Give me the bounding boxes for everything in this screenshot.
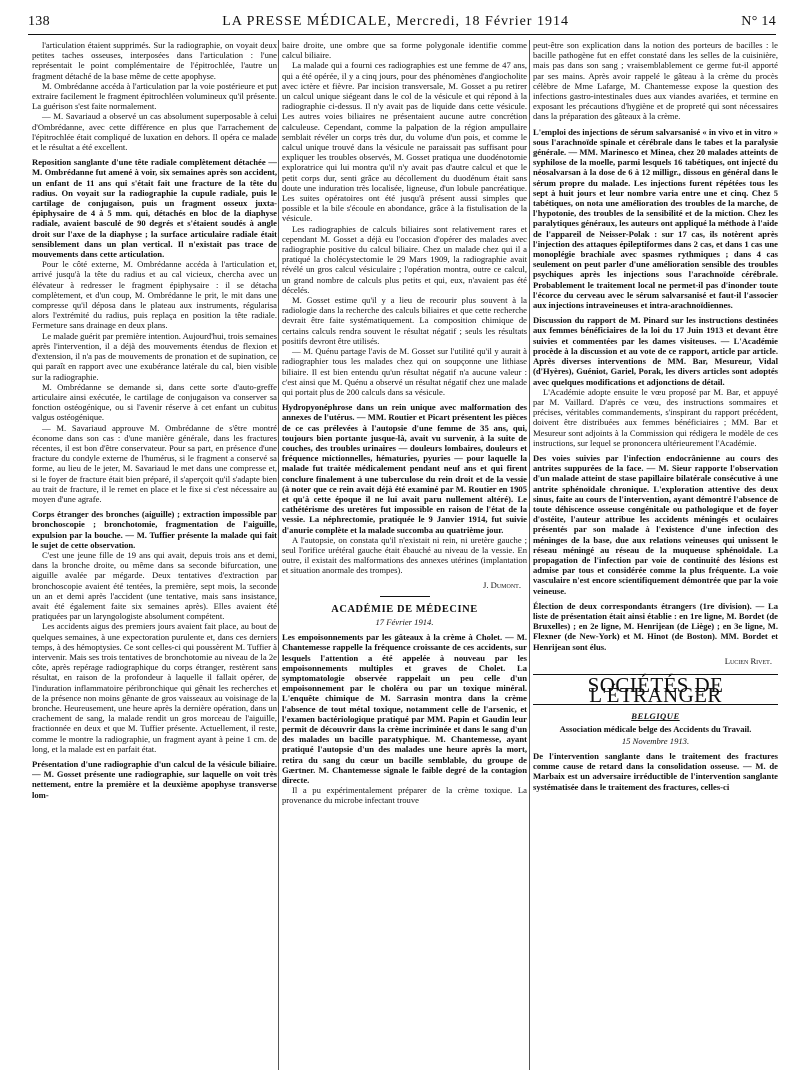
article-heading: De l'intervention sanglante dans le traitement des fractures comme cause de retard dans la consolidation osseuse. — M. de Marbaix est un adversaire irréductible de l'intervention sanglante systématisée dans le traitement des fractures, celles-ci xyxy=(533,751,778,792)
paragraph: L'Académie adopte ensuite le vœu proposé par M. Bar, et appuyé par M. Vaillard. D'après ce vœu, des instructions sommaires et précises, véritables commandements, s'inspirant du rapport précédent, doivent être distribuées aux femmes bénéficiaires ; MM. Bar et Mesureur sont adjoints à la Commission qui rédigera le modèle de ces instructions, sur lequel se prononcera ultérieurement l'Académie. xyxy=(533,386,778,448)
country-heading: BELGIQUE xyxy=(631,711,680,722)
article-heading: Les empoisonnements par les gâteaux à la crème à Cholet. — M. Chantemesse rappelle la fréquence croissante de ces accidents, sur lesquels l'attention a été appelée à nouveau par les empoisonnements multiples et graves de Cholet. La symptomatologie observée rappelait un peu celle d'un empoisonnement par le choléra ou par un toxique minéral. L'enquête chimique de M. Sarrasin montra dans la crème l'absence de tout métal toxique, notamment celle de l'arsenic, et l'examen bactériologique pratiqué par MM. Papin et Gaudin leur permit de découvrir dans la crème incriminée et dans le sang d'un des malades un bacille paratyphique. M. Chantemesse, ayant pratiqué l'autopsie d'un des malades une heure après la mort, retira du sang du cœur un bacille semblable, du groupe de Gærtner. M. Chantemesse signale le faible degré de la contagion directe. xyxy=(282,632,527,786)
paragraph: A l'autopsie, on constata qu'il n'existait ni rein, ni uretère gauche ; seul l'orifice urétéral gauche était ébauché au niveau de la vessie. En outre, il existait des malformations des annexes utérines (implantation et situation anormale des trompes). xyxy=(282,534,527,576)
column-divider xyxy=(278,40,279,1070)
article-heading: Des voies suivies par l'infection endocrânienne au cours des antrites suppurées de la face. — M. Sieur rapporte l'observation d'un malade atteint de stase papillaire bilatérale consécutive à une antrite sphénoïdale chronique. L'exploration attentive des deux sinus, faite au cours de l'intervention, ayant démontré l'absence de toute déhiscence osseuse congénitale ou pathologique et de foyer d'ostéite, l'auteur attribue les accidents méningés et oculaires présentés par son malade à l'existence d'une infection des méninges de la base, due aux relations veineuses qui unissent le réseau méningé au réseau de la muqueuse sphénoïdale. La propagation de l'infection par voie de continuité des lésions est admise par tous et considérée comme la plus fréquente. La voie vasculaire n'est encore scientifiquement démontrée que par la voie veineuse. xyxy=(533,452,778,596)
article-heading: Reposition sanglante d'une tête radiale complètement détachée — M. Ombrédanne fut amené à voir, six semaines après son accident, un enfant de 11 ans qui s'était fait une fracture de la tête du radius. On voyait sur la radiographie la cupule radiale, puis le cartilage de conjugaison, puis un fragment osseux juxta-épiphysaire de 4 à 5 mm. qui, détachés en bloc de la diaphyse radiale, avaient basculé de 90 degrés et s'étaient soudés à angle droit sur l'axe de la diaphyse ; la surface articulaire radiale était sensiblement dans un plan vertical. Il n'existait pas trace de mouvements dans cette articulation. xyxy=(32,157,277,260)
author-signature: Lucien Rivet. xyxy=(724,655,772,666)
article-heading: Discussion du rapport de M. Pinard sur les instructions destinées aux femmes bénéficiaires de la loi du 17 Juin 1913 et devant être suivies et commentées par les dames visiteuses. — L'Académie procède à la discussion et au vote de ce rapport, article par article. Après diverses interventions de MM. Bar, Mesureur, Vidal (d'Hyères), Guéniot, Gariel, Porak, les divers articles sont adoptés avec quelques modifications et adjonctions de détail. xyxy=(533,315,778,387)
article-heading: Corps étranger des bronches (aiguille) ; extraction impossible par bronchoscopie ; bronchotomie, fragmentation de l'aiguille, expulsion par la bouche. — M. Tuffier présente la malade qui fait le sujet de cette observation. xyxy=(32,509,277,550)
paragraph: Pour le côté externe, M. Ombrédanne accéda à l'articulation et, arrivé jusqu'à la tête du radius et au cal vicieux, chercha avec un élévateur à redresser le fragment épiphysaire : il se détacha complètement, et d'un coup, M. Ombrédanne le prit, le mit dans une compresse qu'il déposa dans le plateau aux instruments, régularisa alors l'extrémité du radius, puis replaça en position la tête radiale. Fermeture sans drainage en deux plans. xyxy=(32,259,277,331)
paragraph: peut-être son explication dans la notion des porteurs de bacilles : le bacille pathogène fut en effet constaté dans les selles de la cuisinière, mais pas dans son sang ; vraisemblablement ce germe fut-il apporté par ses mains. Après avoir rappelé le gâteau à la crème du procès célèbre de Mme Lafarge, M. Chantemesse expose la question des infections gastro-intestinales dues aux viandes avariées, et termine en exposant les précautions d'hygiène et de propreté qui sont nécessaires dans la préparation des gâteaux à la crème. xyxy=(533,40,778,122)
paragraph: — M. Quénu partage l'avis de M. Gosset sur l'utilité qu'il y aurait à radiographier tous les malades chez qui on soupçonne une lithiase biliaire. Il est bien entendu qu'un résultat négatif n'a aucune valeur : c'est ainsi que M. Quénu a observé un résultat négatif chez une malade qui portait plus de 200 calculs dans sa vésicule. xyxy=(282,346,527,397)
paragraph: Il a pu expérimentalement préparer de la crème toxique. La provenance du microbe infectant trouve xyxy=(282,785,527,806)
article-heading: Élection de deux correspondants étrangers (1re division). — La liste de présentation était ainsi établie : en 1re ligne, M. Bordet (de Bruxelles) ; en 2e ligne, M. Henrijean (de Liège) ; en 3e ligne, M. Flexner (de New-York) et M. Hinot (de Boston). MM. Bordet et Henrijean sont élus. xyxy=(533,600,778,652)
page-header xyxy=(28,14,776,34)
column-2 xyxy=(282,40,527,1072)
paragraph: l'articulation étaient supprimés. Sur la radiographie, on voyait deux petites taches osseuses, interposées dans l'articulation : l'une représentait le point complémentaire de l'épitrochlée, l'autre un fragment détaché de la base même de cette apophyse. xyxy=(32,40,277,81)
society-name: Association médicale belge des Accidents du Travail. xyxy=(559,723,752,734)
paragraph: M. Ombrédanne accéda à l'articulation par la voie postérieure et put extraire facilement le fragment épitrochléen volumineux qu'il présente. La guérison s'est faite normalement. xyxy=(32,80,277,112)
section-rule xyxy=(380,596,430,597)
paragraph: M. Ombrédanne se demande si, dans cette sorte d'auto-greffe articulaire ainsi exécutée, le cartilage de conjugaison va conserver sa fonction ostéogénique, ou si l'avenir réserve à cet enfant un cubitus valgus ostéogénique. xyxy=(32,381,277,423)
article-heading: L'emploi des injections de sérum salvarsanisé « in vivo et in vitro » sous l'arachnoïde spinale et cérébrale dans le tabes et la paralysie générale. — MM. Marinesco et Minea, chez 20 malades atteints de syphilose de la moelle, parmi lesquels 16 tabétiques, ont injecté du néosalvarsan à la dose de 6 à 12 milligr., dissous en général dans le sérum propre du malade. Les injections furent répétées tous les sept à huit jours et leur nombre varia entre une et cinq. Chez 5 tabétiques, on nota une amélioration des troubles de la marche, de l'hypotonie, des troubles de la sensibilité et de la miction. Chez les paralytiques généraux, les auteurs ont appliqué la méthode à l'aide de l'appareil de Neisser-Polak : sur 17 cas, ils notèrent après l'injection des attaques épileptiformes dans 2 cas, et dans 1 cas une monoplégie brachiale avec spasmes rythmiques ; dans 4 cas seulement on peut parler d'une amélioration sensible des troubles psychiques après les injections sous l'arachnoïde cérébrale. Probablement le traitement local ne permet-il pas d'inonder toute l'écorce du cerveau avec le sérum salvarsanisé et faut-il l'associer aux injections intraveineuses et intra-arachnoïdiennes. xyxy=(533,126,778,311)
paragraph: baire droite, une ombre que sa forme polygonale identifie comme calcul biliaire. xyxy=(282,40,527,61)
author-signature: J. Dumont. xyxy=(483,579,521,590)
column-3 xyxy=(533,40,778,1072)
paragraph: C'est une jeune fille de 19 ans qui avait, depuis trois ans et demi, dans la bronche droite, ou même dans sa seconde bifurcation, une aiguille avalée par mégarde. Deux tentatives d'extraction par bronchoscopie avaient été tentées, la première, sept mois, la seconde un an et demi après l'accident (une tentative, mais sans insistance, avait été également faite six semaines après). Elles avaient été pratiquées par un laryngologiste absolument compétent. xyxy=(32,549,277,622)
session-date: 15 Novembre 1913. xyxy=(621,735,690,746)
paragraph: — M. Savariaud approuve M. Ombrédanne de s'être montré économe dans son cas : d'une manière générale, dans les fractures récentes, il est bon d'être conservateur. Pour sa part, en présence d'une fracture du condyle externe de l'humérus, si le fragment a conservé sa forme, au lieu de le jeter, M. Savariaud le met dans une compresse et, si le foyer de fracture était bien préparé, il s'aperçoit qu'il s'adapte bien au trait de fracture, il le remet en place et le fixe si c'est nécessaire au moyen d'une agrafe. xyxy=(32,422,277,504)
section-title: ACADÉMIE DE MÉDECINE xyxy=(331,603,478,615)
page-number: 138 xyxy=(28,14,50,29)
paragraph: M. Gosset estime qu'il y a lieu de recourir plus souvent à la radiologie dans la recherche des calculs biliaires et que cette recherche devrait être faite systématiquement. La composition chimique de certains calculs rendra souvent le résultat négatif ; seuls les résultats positifs devront être utilisés. xyxy=(282,295,527,346)
paragraph: Le malade guérit par première intention. Aujourd'hui, trois semaines après l'intervention, il a déjà des mouvements étendus de flexion et d'extension, il n'a pas de mouvements de pronation et de supination, ce qui paraît en rapport avec une exubérance latérale du cal, bien visible sur la radiographie. xyxy=(32,330,277,382)
paragraph: La malade qui a fourni ces radiographies est une femme de 47 ans, qui a été opérée, il y a cinq jours, pour des phénomènes d'angiocholite avec ictère et fièvre. Par incision transversale, M. Gosset a pu retirer un calcul unique siégeant dans le col de la vésicule et qui répond à la radiographie ci-dessus. Il n'y avait pas de liquide dans cette vésicule. Les autres voies biliaires ne présentaient aucune autre concrétion calculeuse. Cependant, comme la palpation de la région ampullaire semblait révéler un corps très dur, du volume d'un pois, et comme le calcul unique trouvé dans la vésicule ne paraissait pas suffisant pour expliquer les troubles observés, M. Gosset pratiqua une duodénotomie exploratrice qui lui montra qu'il n'y avait pas d'autre calcul et que le petit corps dur, senti grâce au décollement du duodénum était sans doute une induration très localisée, ligneuse, d'un lobule pancréatique. Les suites opératoires ont été jusqu'à présent aussi simples que possible et la bile s'écoule en abondance, grâce à la fistulisation de la vésicule. xyxy=(282,60,527,224)
paragraph: — M. Savariaud a observé un cas absolument superposable à celui d'Ombrédanne, avec cette différence en plus que l'arrachement de l'épitrochlée était compliqué de luxation en dehors. Il opéra ce malade et le résultat a été excellent. xyxy=(32,111,277,153)
article-heading: Hydropyonéphrose dans un rein unique avec malformation des annexes de l'utérus. — MM. Routier et Picart présentent les pièces de ce cas prélevées à l'autopsie d'une femme de 35 ans, qui, toujours bien portante jusque-là, avait vu survenir, à la suite de couches, des troubles urinaires — douleurs lombaires, douleurs et fréquence mictionnelles, hématuries, pyuries — pour laquelle la malade fut traitée médicalement pendant neuf ans et qui firent conclure finalement à une tuberculose du rein droit et de la vessie (à noter que ce rein avait déjà été examiné par M. Routier en 1905 et qu'à cette époque il ne lui avait paru nullement altéré). Le cathétérisme des uretères fut impossible en raison de l'état de la vessie. La néphrectomie, pratiquée le 9 Janvier 1914, fut suivie d'anurie complète et la malade succomba au quatrième jour. xyxy=(282,402,527,535)
journal-title: LA PRESSE MÉDICALE, Mercredi, 18 Février 1914 xyxy=(222,14,569,29)
session-date: 17 Février 1914. xyxy=(375,616,434,627)
header-rule xyxy=(28,34,776,35)
column-1 xyxy=(32,40,277,1072)
section-banner: SOCIÉTÉS DE L'ÉTRANGER xyxy=(533,674,778,705)
article-heading: Présentation d'une radiographie d'un calcul de la vésicule biliaire. — M. Gosset présente une radiographie, sur laquelle on voit très nettement, entre la première et la deuxième apophyse transverse lom- xyxy=(32,759,277,800)
paragraph: Les radiographies de calculs biliaires sont relativement rares et cependant M. Gosset a déjà eu l'occasion d'opérer des malades avec radiographie positive du calcul biliaire. Chez un malade chez qui il a pratiqué la cholécystectomie le 29 Mars 1909, la radiographie avait révélé un gros calcul vésiculaire ; l'opération montra, outre ce calcul, un grand nombre de calculs plus petits et qui, eux, n'avaient pas été décelés. xyxy=(282,223,527,295)
paragraph: Les accidents aigus des premiers jours avaient fait place, au bout de quelques semaines, à une expectoration purulente et, dans ces derniers temps, à des hémoptysies. Ce sont celles-ci qui poussèrent M. Tuffier à intervenir. Mais ses trois tentatives de bronchotomie au niveau de la 2e côte, après repérage radiographique du corps étranger, restèrent sans résultat, en raison de la profondeur à laquelle il fallait opérer, de l'induration inflammatoire péribronchique qui gênait les recherches et de la présence non moins gênante de gros vaisseaux au voisinage de la bronche. Heureusement, une heure après la dernière opération, dans un crachement de sang, la malade rendit un gros morceau de l'aiguille, fractionnée en deux et que M. Tuffier présente. Actuellement, il reste, comme le montre la radiographie, un fragment ayant à peine 1 cm. de long, et la malade est en parfait état. xyxy=(32,621,277,754)
issue-number: N° 14 xyxy=(741,14,776,29)
column-divider xyxy=(529,40,530,1070)
